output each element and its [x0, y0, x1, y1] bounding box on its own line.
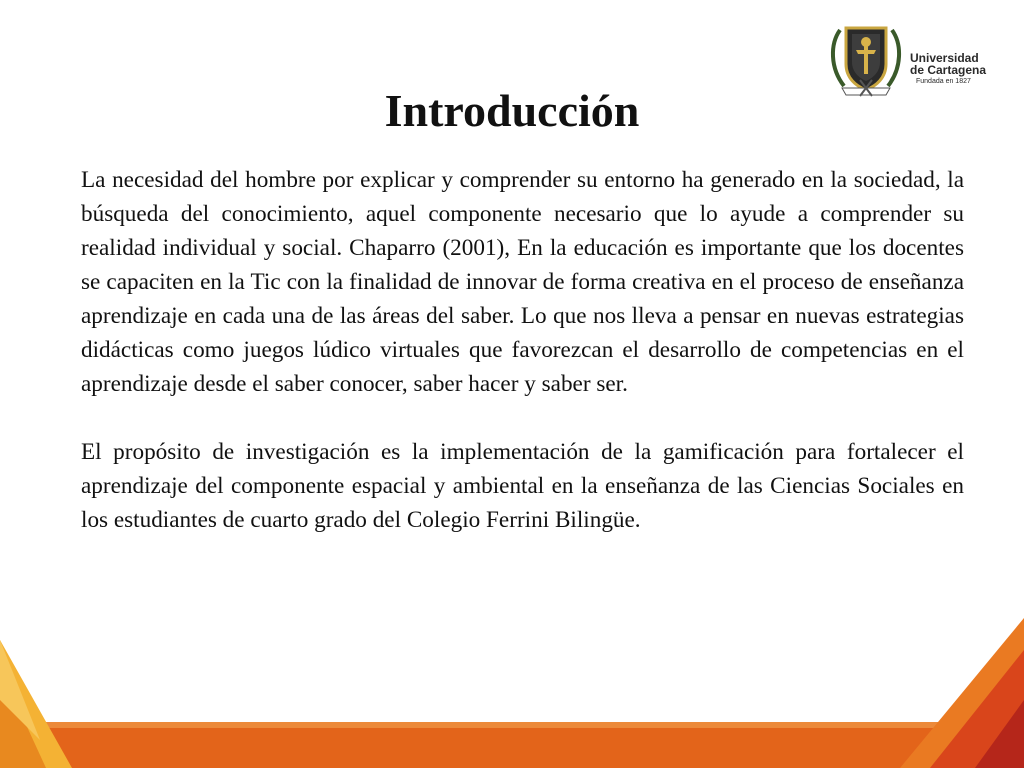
logo-university-name: Universidad [910, 51, 979, 65]
logo-founded: Fundada en 1827 [916, 78, 971, 85]
slide-body [81, 163, 964, 537]
bottom-band [0, 722, 1024, 768]
logo-text [910, 52, 986, 88]
paragraph-purpose: El propósito de investigación es la implementación de la gamificación para fortalecer el aprendizaje del componente espacial y ambiental en la enseñanza de las Ciencias Sociales en los estudiantes de cuarto grado del Colegio Ferrini Bilingüe. [81, 439, 964, 533]
paragraph-introduction: La necesidad del hombre por explicar y comprender su entorno ha generado en la sociedad, la búsqueda del conocimiento, aquel componente necesario que lo ayude a comprender su realidad individual y social. Chaparro (2001), En la educación es importante que los docentes se capaciten en la Tic con la finalidad de innovar de forma creativa en el proceso de enseñanza aprendizaje en cada una de las áreas del saber. Lo que nos lleva a pensar en nuevas estrategias didácticas como juegos lúdico virtuales que favorezcan el desarrollo de competencias en el aprendizaje desde el saber conocer, saber hacer y saber ser. [81, 167, 964, 397]
logo-university-city: de Cartagena [910, 63, 987, 77]
slide-title: Introducción [384, 85, 640, 136]
bottom-band-highlight [0, 722, 1024, 728]
